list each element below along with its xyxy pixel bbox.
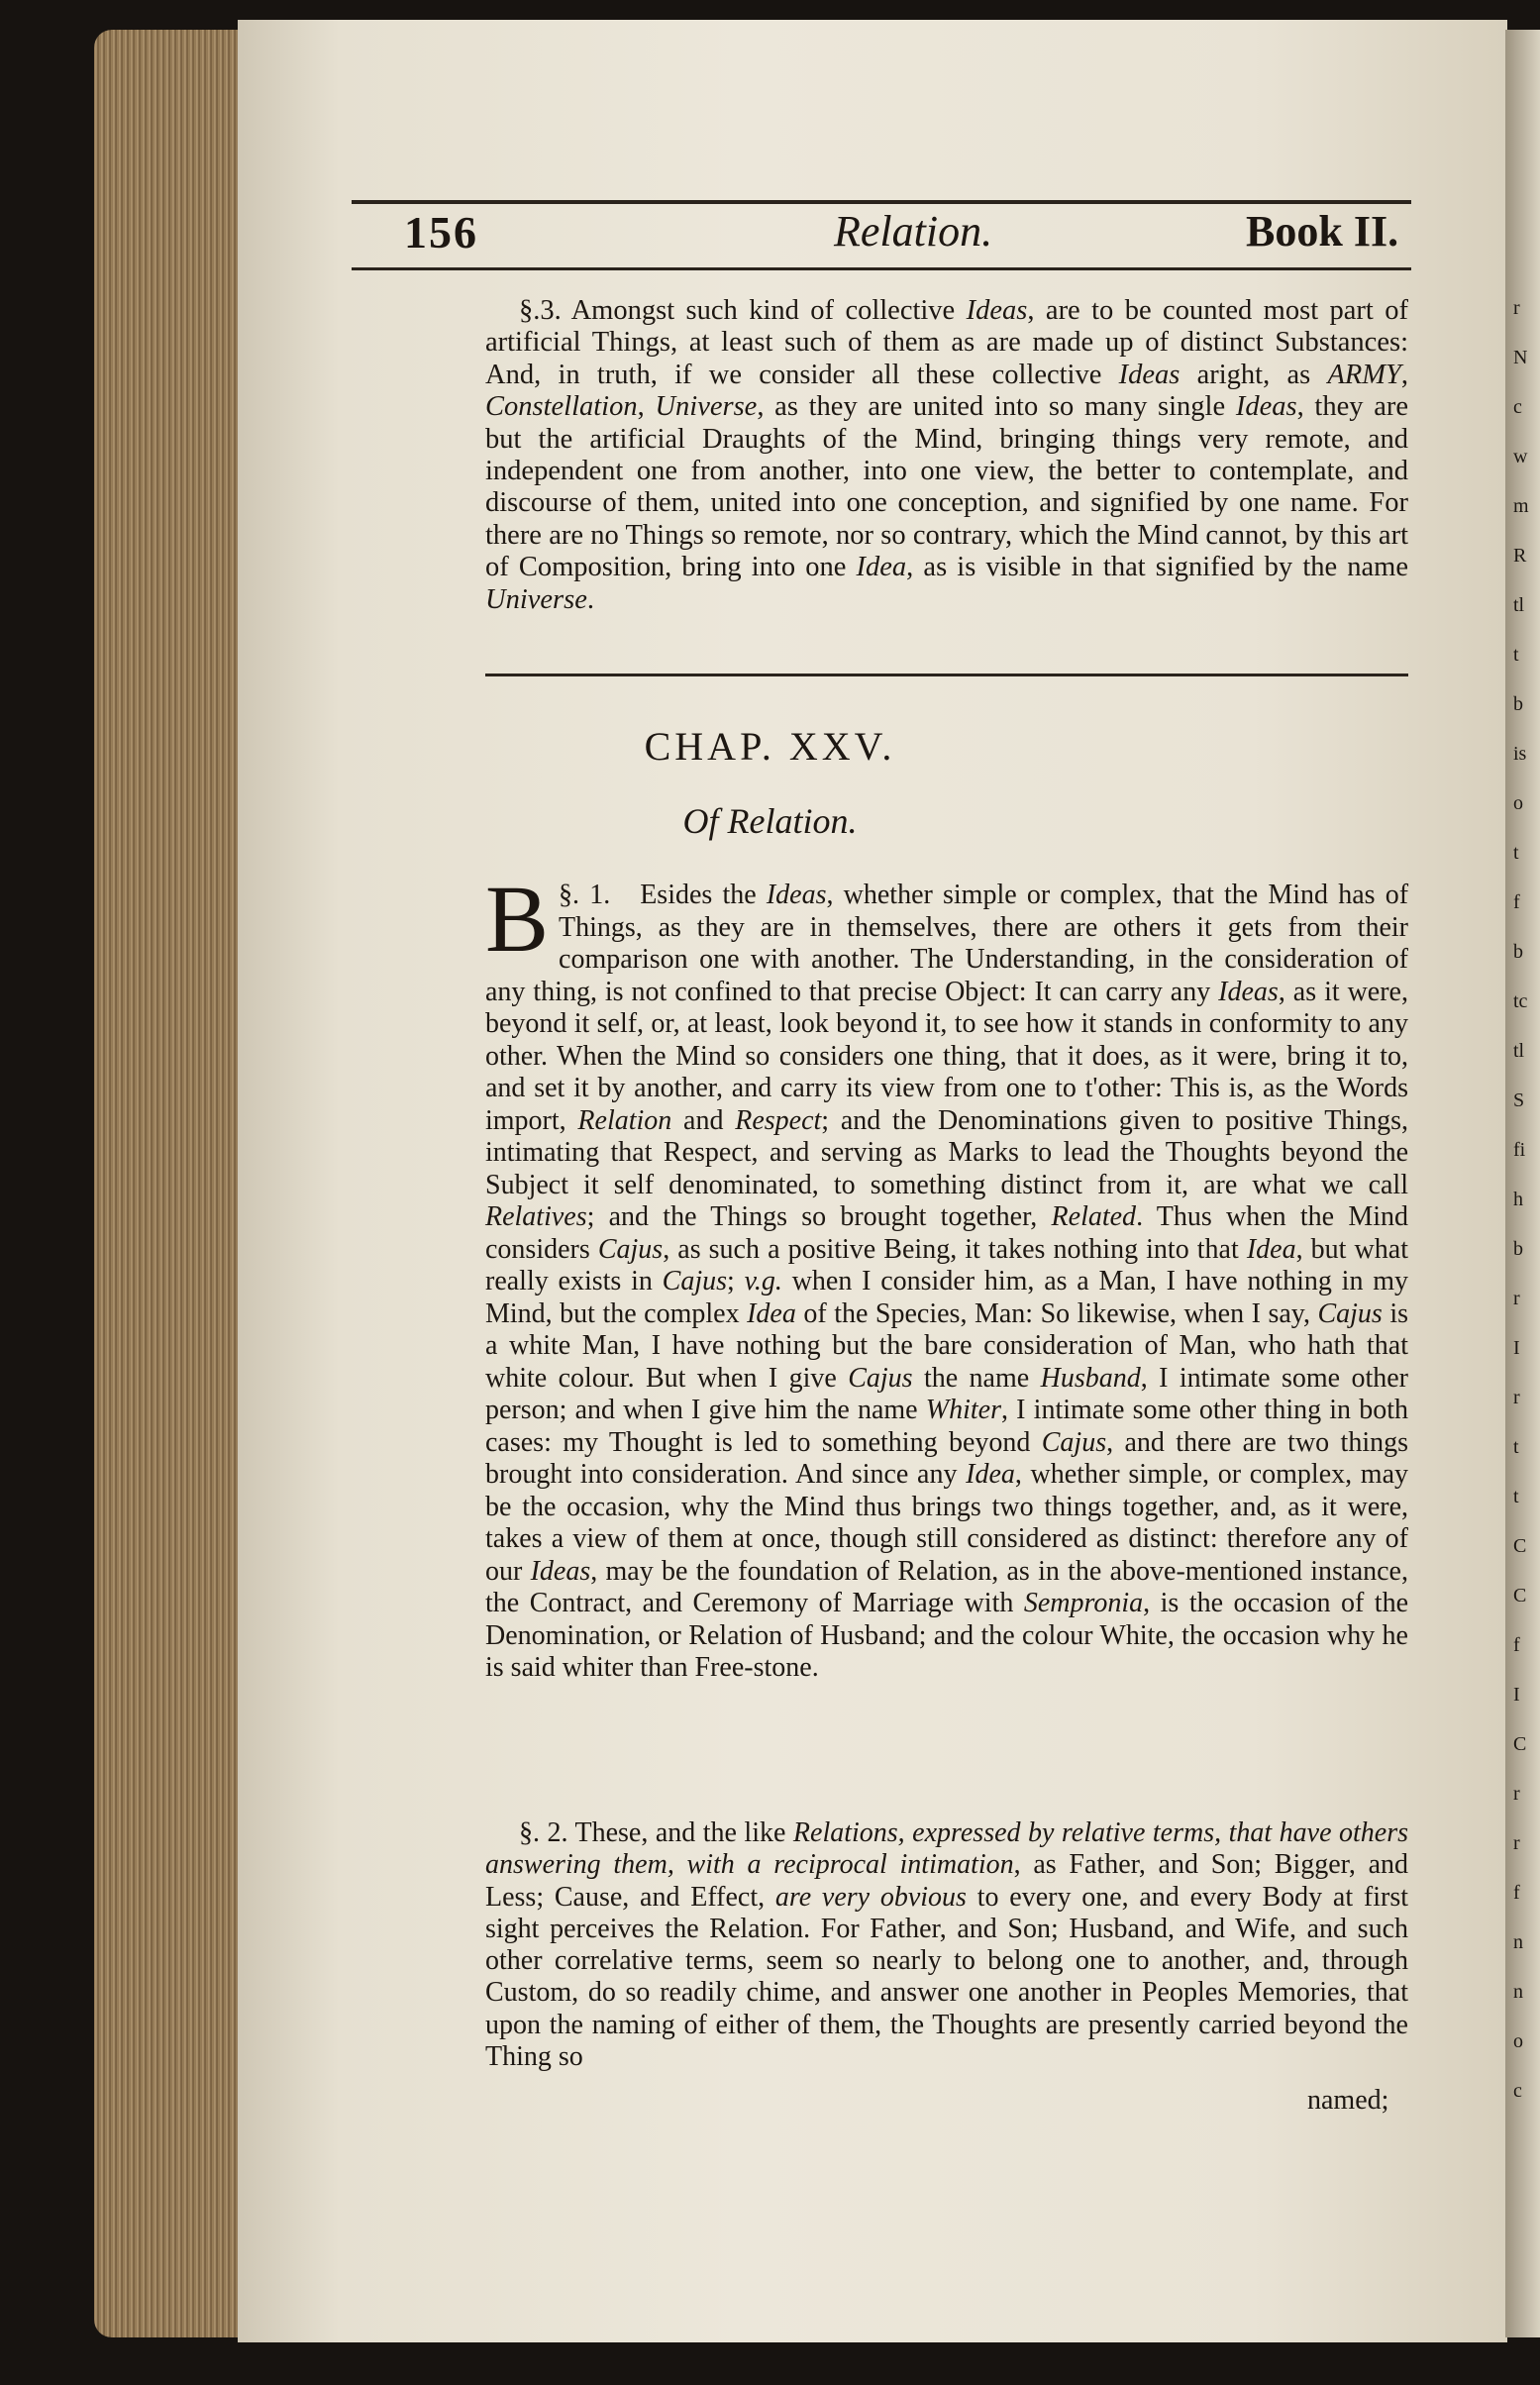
facing-page-margin-letter: C — [1513, 1733, 1527, 1755]
facing-page-margin-letter: b — [1513, 693, 1523, 715]
facing-page-margin-letter: is — [1513, 743, 1527, 765]
facing-page-margin-letter: b — [1513, 1238, 1523, 1260]
facing-page-margin-letter: r — [1513, 1288, 1520, 1309]
book-label: Book II. — [1246, 207, 1399, 256]
facing-page-margin-letter: t — [1513, 842, 1519, 864]
facing-page-margin-letter: r — [1513, 297, 1520, 319]
facing-page-margin-letter: f — [1513, 891, 1520, 913]
facing-page-margin-letter: N — [1513, 347, 1528, 368]
facing-page-margin-letter: I — [1513, 1337, 1520, 1359]
facing-page-margin-letter: h — [1513, 1189, 1523, 1210]
facing-page-margin-letter: o — [1513, 792, 1523, 814]
facing-page-margin-letter: w — [1513, 446, 1528, 467]
facing-page-margin-letter: tc — [1513, 990, 1528, 1012]
catchword: named; — [1307, 2085, 1389, 2116]
facing-page-margin-letter: r — [1513, 1832, 1520, 1854]
facing-page-margin-letter: C — [1513, 1585, 1527, 1607]
facing-page-margin-letter: tl — [1513, 1040, 1525, 1062]
paragraph-section-2: §. 2. These, and the like Relations, expressed by relative terms, that have others answering them, with a reciprocal intimation, as Father, and Son; Bigger, and Less; Cause, and Effect, are very obvious to every one, and every Body at first sight perceives the Relation. For Father, and Son; Husband, and Wife, and such other correlative terms, seem so nearly to belong one to another, and, through Custom, do so readily chime, and answer one another in Peoples Memories, that upon the naming of either of them, the Thoughts are presently carried beyond the Thing so — [485, 1817, 1409, 2073]
paragraph-section-1 — [485, 866, 1409, 1685]
facing-page-margin-letter: tl — [1513, 594, 1525, 616]
section-1-body: Esides the Ideas, whether simple or complex, that the Mind has of Things, as they are in themselves, there are others it gets from their comparison one with another. The Understanding, in the consideration of any thing, is not confined to that precise Object: It can carry any Ideas, as it were, beyond it self, or, at least, look beyond it, to see how it stands in conformity to any other. When the Mind so considers one thing, that it does, as it were, bring it to, and set it by another, and carry its view from one to t'other: This is, as the Words import, Relation and Respect; and the Denominations given to positive Things, intimating that Respect, and serving as Marks to lead the Thoughts beyond the Subject it self denominated, to something distinct from it, are what we call Relatives; and the Things so brought together, Related. Thus when the Mind considers Cajus, as such a positive Being, it takes nothing into that Idea, but what really exists in Cajus; v.g. when I consider him, as a Man, I have nothing in my Mind, but the complex Idea of the Species, Man: So likewise, when I say, Cajus is a white Man, I have nothing but the bare consideration of Man, who hath that white colour. But when I give Cajus the name Husband, I intimate some other person; and when I give him the name Whiter, I intimate some other thing in both cases: my Thought is led to something beyond Cajus, and there are two things brought into consideration. And since any Idea, whether simple, or complex, may be the occasion, why the Mind thus brings two things together, and, as it were, takes a view of them at once, though still considered as distinct: therefore any of our Ideas, may be the foundation of Relation, as in the above-mentioned instance, the Contract, and Ceremony of Marriage with Sempronia, is the occasion of the Denomination, or Relation of Husband; and the colour White, the occasion why he is said whiter than Free-stone. — [485, 880, 1409, 1683]
header-bottom-rule — [352, 267, 1411, 270]
facing-page-margin-letter: b — [1513, 941, 1523, 963]
page-number: 156 — [404, 207, 478, 258]
facing-page-margin-letter: n — [1513, 1931, 1523, 1953]
drop-cap: B — [485, 866, 550, 972]
page-edges — [94, 30, 243, 2337]
facing-page-margin-letter: r — [1513, 1783, 1520, 1805]
section-mark: §. 1. — [559, 880, 611, 910]
facing-page-margin-letter: C — [1513, 1535, 1527, 1557]
header-top-rule — [352, 200, 1411, 204]
facing-page-margin-letter: n — [1513, 1981, 1523, 2003]
facing-page-margin-letter: R — [1513, 545, 1527, 567]
facing-page-margin-letter: r — [1513, 1387, 1520, 1408]
facing-page-margin-letter: t — [1513, 644, 1519, 666]
chapter-subtitle: Of Relation. — [682, 801, 858, 841]
facing-page-margin-letter: o — [1513, 2030, 1523, 2052]
facing-page-margin-letter: fi — [1513, 1139, 1526, 1161]
facing-page-margin-letter: t — [1513, 1486, 1519, 1507]
paragraph-section-3: §.3. Amongst such kind of collective Ideas, are to be counted most part of artificial Things, at least such of them as are made up of distinct Substances: And, in truth, if we consider all these collective Ideas aright, as ARMY, Constellation, Universe, as they are united into so many single Ideas, they are but the artificial Draughts of the Mind, bringing things very remote, and independent one from another, into one view, the better to contemplate, and discourse of them, united into one conception, and signified by one name. For there are no Things so remote, nor so contrary, which the Mind cannot, by this art of Composition, bring into one Idea, as is visible in that signified by the name Universe. — [485, 295, 1408, 615]
facing-page-margin-letter: f — [1513, 1882, 1520, 1904]
chapter-heading: CHAP. XXV. — [644, 724, 896, 769]
facing-page-margin-letter: c — [1513, 2080, 1522, 2102]
facing-page-margin-letter: f — [1513, 1634, 1520, 1656]
facing-page-margin-letter: I — [1513, 1684, 1520, 1706]
facing-page-margin-letter: c — [1513, 396, 1522, 418]
facing-page-margin-letter: S — [1513, 1089, 1525, 1111]
facing-page-margin-letter: m — [1513, 495, 1529, 517]
facing-page-margin-letter: t — [1513, 1436, 1519, 1458]
running-title: Relation. — [834, 207, 993, 256]
chapter-divider-rule — [485, 674, 1408, 676]
